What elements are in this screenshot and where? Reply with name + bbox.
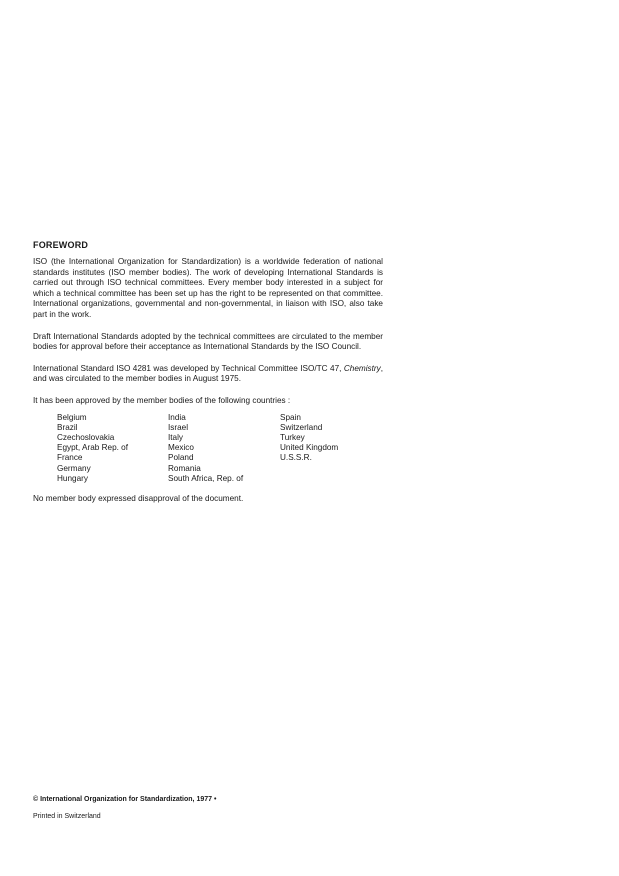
- country-item: Romania: [168, 463, 201, 473]
- country-item: India: [168, 412, 186, 422]
- country-item: Israel: [168, 422, 189, 432]
- country-item: Spain: [280, 412, 301, 422]
- foreword-paragraph-disapproval: No member body expressed disapproval of the document.: [33, 493, 244, 503]
- foreword-heading: FOREWORD: [33, 240, 89, 250]
- country-item: Italy: [168, 432, 184, 442]
- standard-text-part2: , and was circulated to the member bodies in August 1975.: [33, 363, 383, 384]
- country-column-2: [168, 413, 280, 484]
- country-item: Turkey: [280, 432, 305, 442]
- country-item: Mexico: [168, 443, 194, 453]
- country-item: Hungary: [57, 473, 88, 483]
- country-item: Germany: [57, 463, 91, 473]
- copyright-line: © International Organization for Standardization, 1977 •: [33, 796, 217, 803]
- foreword-paragraph-approval: It has been approved by the member bodies of the following countries :: [33, 395, 291, 405]
- country-list: [57, 413, 383, 484]
- country-item: Switzerland: [280, 422, 323, 432]
- country-item: South Africa, Rep. of: [168, 473, 244, 483]
- standard-text-part1: International Standard ISO 4281 was developed by Technical Committee ISO/TC 47,: [33, 363, 344, 373]
- country-item: U.S.S.R.: [280, 453, 312, 463]
- foreword-paragraph-drafts: Draft International Standards adopted by the technical committees are circulated to the member bodies for approval before their acceptance as International Standards by the ISO Council.: [33, 331, 383, 352]
- foreword-paragraph-iso: ISO (the International Organization for Standardization) is a worldwide federation of national standards institutes (ISO member bodies). The work of developing International Standards is carried out through ISO technical committees. Every member body interested in a subject for which a technical committee has been set up has the right to be represented on that committee. International organizations, governmental and non-governmental, in liaison with ISO, also take part in the work.: [33, 257, 383, 319]
- foreword-section: [33, 240, 383, 516]
- foreword-paragraph-standard: [33, 364, 383, 385]
- country-item: Belgium: [57, 412, 87, 422]
- country-item: Czechoslovakia: [57, 432, 115, 442]
- country-item: France: [57, 453, 83, 463]
- country-item: Poland: [168, 453, 194, 463]
- country-item: Brazil: [57, 422, 78, 432]
- country-column-1: [57, 413, 168, 484]
- country-column-3: [280, 413, 380, 484]
- standard-committee-italic: Chemistry: [343, 363, 381, 373]
- country-item: United Kingdom: [280, 443, 339, 453]
- printed-in-line: Printed in Switzerland: [33, 813, 101, 820]
- country-item: Egypt, Arab Rep. of: [57, 443, 129, 453]
